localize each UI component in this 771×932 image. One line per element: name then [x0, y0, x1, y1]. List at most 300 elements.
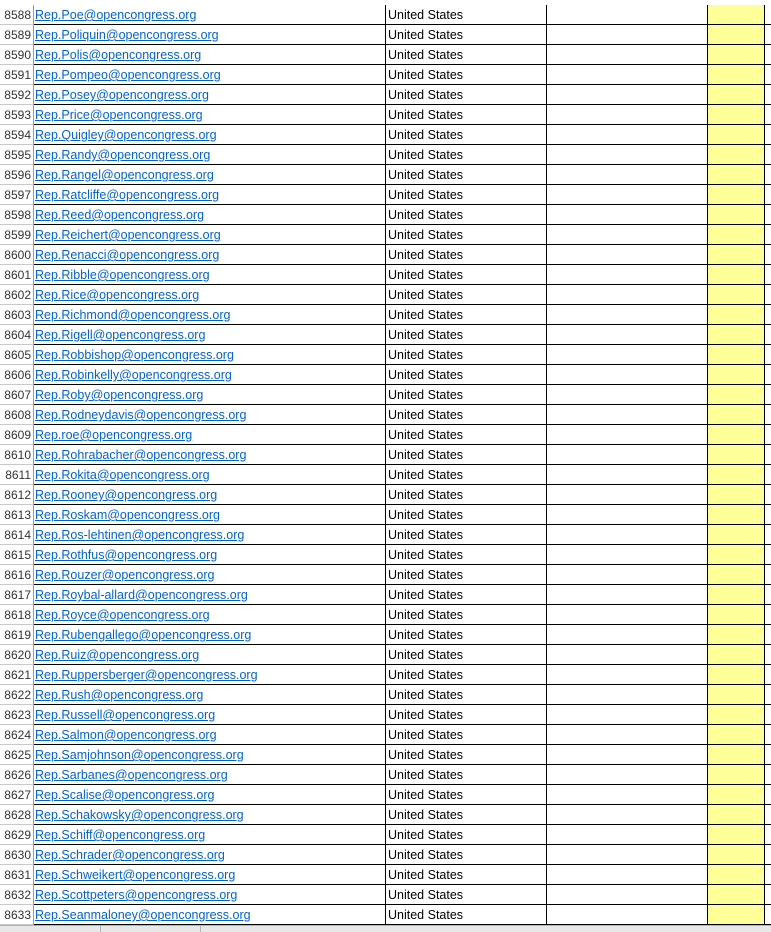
empty-cell[interactable] — [547, 545, 708, 565]
highlighted-cell[interactable] — [708, 425, 765, 445]
empty-cell[interactable] — [765, 545, 771, 565]
highlighted-cell[interactable] — [708, 445, 765, 465]
email-hyperlink[interactable]: Rep.Schweikert@opencongress.org — [35, 868, 236, 882]
highlighted-cell[interactable] — [708, 885, 765, 905]
country-cell[interactable]: United States — [386, 125, 547, 145]
row-header[interactable]: 8603 — [0, 305, 34, 325]
email-cell[interactable] — [34, 25, 386, 45]
email-hyperlink[interactable]: Rep.Rouzer@opencongress.org — [35, 568, 215, 582]
email-cell[interactable] — [34, 445, 386, 465]
row-header[interactable]: 8591 — [0, 65, 34, 85]
row-header[interactable]: 8623 — [0, 705, 34, 725]
country-cell[interactable]: United States — [386, 525, 547, 545]
row-header[interactable]: 8628 — [0, 805, 34, 825]
email-hyperlink[interactable]: Rep.Rooney@opencongress.org — [35, 488, 218, 502]
empty-cell[interactable] — [765, 325, 771, 345]
email-cell[interactable] — [34, 65, 386, 85]
highlighted-cell[interactable] — [708, 765, 765, 785]
empty-cell[interactable] — [765, 785, 771, 805]
country-cell[interactable]: United States — [386, 105, 547, 125]
row-header[interactable]: 8629 — [0, 825, 34, 845]
highlighted-cell[interactable] — [708, 285, 765, 305]
empty-cell[interactable] — [765, 665, 771, 685]
email-cell[interactable] — [34, 485, 386, 505]
email-hyperlink[interactable]: Rep.Roybal-allard@opencongress.org — [35, 588, 248, 602]
email-hyperlink[interactable]: Rep.Poe@opencongress.org — [35, 8, 197, 22]
country-cell[interactable]: United States — [386, 245, 547, 265]
empty-cell[interactable] — [547, 345, 708, 365]
email-cell[interactable] — [34, 365, 386, 385]
highlighted-cell[interactable] — [708, 345, 765, 365]
highlighted-cell[interactable] — [708, 205, 765, 225]
empty-cell[interactable] — [547, 465, 708, 485]
empty-cell[interactable] — [765, 85, 771, 105]
empty-cell[interactable] — [765, 825, 771, 845]
highlighted-cell[interactable] — [708, 405, 765, 425]
country-cell[interactable]: United States — [386, 665, 547, 685]
empty-cell[interactable] — [765, 685, 771, 705]
empty-cell[interactable] — [765, 65, 771, 85]
empty-cell[interactable] — [765, 525, 771, 545]
email-hyperlink[interactable]: Rep.Reichert@opencongress.org — [35, 228, 221, 242]
email-hyperlink[interactable]: Rep.Price@opencongress.org — [35, 108, 203, 122]
highlighted-cell[interactable] — [708, 725, 765, 745]
highlighted-cell[interactable] — [708, 25, 765, 45]
row-header[interactable]: 8619 — [0, 625, 34, 645]
highlighted-cell[interactable] — [708, 505, 765, 525]
row-header[interactable]: 8613 — [0, 505, 34, 525]
empty-cell[interactable] — [547, 765, 708, 785]
empty-cell[interactable] — [765, 905, 771, 925]
empty-cell[interactable] — [765, 45, 771, 65]
email-hyperlink[interactable]: Rep.Posey@opencongress.org — [35, 88, 209, 102]
row-header[interactable]: 8616 — [0, 565, 34, 585]
email-hyperlink[interactable]: Rep.Ros-lehtinen@opencongress.org — [35, 528, 245, 542]
highlighted-cell[interactable] — [708, 225, 765, 245]
row-header[interactable]: 8599 — [0, 225, 34, 245]
highlighted-cell[interactable] — [708, 865, 765, 885]
empty-cell[interactable] — [765, 225, 771, 245]
highlighted-cell[interactable] — [708, 265, 765, 285]
row-header[interactable]: 8605 — [0, 345, 34, 365]
empty-cell[interactable] — [765, 145, 771, 165]
country-cell[interactable]: United States — [386, 825, 547, 845]
empty-cell[interactable] — [547, 285, 708, 305]
empty-cell[interactable] — [547, 605, 708, 625]
row-header[interactable]: 8589 — [0, 25, 34, 45]
country-cell[interactable]: United States — [386, 65, 547, 85]
email-cell[interactable] — [34, 865, 386, 885]
country-cell[interactable]: United States — [386, 25, 547, 45]
empty-cell[interactable] — [765, 345, 771, 365]
country-cell[interactable]: United States — [386, 265, 547, 285]
empty-cell[interactable] — [765, 885, 771, 905]
email-hyperlink[interactable]: Rep.Schakowsky@opencongress.org — [35, 808, 244, 822]
email-hyperlink[interactable]: Rep.Samjohnson@opencongress.org — [35, 748, 244, 762]
highlighted-cell[interactable] — [708, 165, 765, 185]
highlighted-cell[interactable] — [708, 645, 765, 665]
highlighted-cell[interactable] — [708, 845, 765, 865]
country-cell[interactable]: United States — [386, 85, 547, 105]
email-cell[interactable] — [34, 105, 386, 125]
empty-cell[interactable] — [765, 705, 771, 725]
email-hyperlink[interactable]: Rep.Ruppersberger@opencongress.org — [35, 668, 258, 682]
country-cell[interactable]: United States — [386, 5, 547, 25]
email-cell[interactable] — [34, 125, 386, 145]
row-header[interactable]: 8606 — [0, 365, 34, 385]
row-header[interactable]: 8608 — [0, 405, 34, 425]
row-header[interactable]: 8611 — [0, 465, 34, 485]
empty-cell[interactable] — [547, 525, 708, 545]
empty-cell[interactable] — [547, 785, 708, 805]
empty-cell[interactable] — [547, 165, 708, 185]
email-cell[interactable] — [34, 585, 386, 605]
email-cell[interactable] — [34, 845, 386, 865]
email-hyperlink[interactable]: Rep.Richmond@opencongress.org — [35, 308, 231, 322]
empty-cell[interactable] — [547, 645, 708, 665]
email-cell[interactable] — [34, 45, 386, 65]
email-cell[interactable] — [34, 785, 386, 805]
empty-cell[interactable] — [547, 885, 708, 905]
highlighted-cell[interactable] — [708, 705, 765, 725]
empty-cell[interactable] — [765, 745, 771, 765]
empty-cell[interactable] — [547, 825, 708, 845]
highlighted-cell[interactable] — [708, 805, 765, 825]
empty-cell[interactable] — [547, 685, 708, 705]
empty-cell[interactable] — [547, 265, 708, 285]
country-cell[interactable]: United States — [386, 585, 547, 605]
email-cell[interactable] — [34, 505, 386, 525]
country-cell[interactable]: United States — [386, 645, 547, 665]
row-header[interactable]: 8596 — [0, 165, 34, 185]
row-header[interactable]: 8626 — [0, 765, 34, 785]
row-header[interactable]: 8632 — [0, 885, 34, 905]
country-cell[interactable]: United States — [386, 765, 547, 785]
country-cell[interactable]: United States — [386, 685, 547, 705]
highlighted-cell[interactable] — [708, 605, 765, 625]
country-cell[interactable]: United States — [386, 345, 547, 365]
empty-cell[interactable] — [765, 385, 771, 405]
row-header[interactable]: 8597 — [0, 185, 34, 205]
row-header[interactable]: 8618 — [0, 605, 34, 625]
empty-cell[interactable] — [765, 765, 771, 785]
row-header[interactable]: 8612 — [0, 485, 34, 505]
row-header[interactable]: 8601 — [0, 265, 34, 285]
email-cell[interactable] — [34, 745, 386, 765]
empty-cell[interactable] — [765, 245, 771, 265]
empty-cell[interactable] — [547, 745, 708, 765]
country-cell[interactable]: United States — [386, 785, 547, 805]
email-hyperlink[interactable]: Rep.Quigley@opencongress.org — [35, 128, 217, 142]
row-header[interactable]: 8621 — [0, 665, 34, 685]
country-cell[interactable]: United States — [386, 165, 547, 185]
empty-cell[interactable] — [765, 865, 771, 885]
empty-cell[interactable] — [765, 425, 771, 445]
row-header[interactable]: 8615 — [0, 545, 34, 565]
empty-cell[interactable] — [765, 285, 771, 305]
empty-cell[interactable] — [765, 445, 771, 465]
row-header[interactable]: 8620 — [0, 645, 34, 665]
country-cell[interactable]: United States — [386, 465, 547, 485]
empty-cell[interactable] — [547, 445, 708, 465]
empty-cell[interactable] — [547, 565, 708, 585]
highlighted-cell[interactable] — [708, 125, 765, 145]
empty-cell[interactable] — [547, 365, 708, 385]
row-header[interactable]: 8624 — [0, 725, 34, 745]
empty-cell[interactable] — [547, 385, 708, 405]
email-hyperlink[interactable]: Rep.Randy@opencongress.org — [35, 148, 211, 162]
empty-cell[interactable] — [547, 205, 708, 225]
highlighted-cell[interactable] — [708, 105, 765, 125]
email-hyperlink[interactable]: Rep.Roskam@opencongress.org — [35, 508, 221, 522]
row-header[interactable]: 8631 — [0, 865, 34, 885]
highlighted-cell[interactable] — [708, 45, 765, 65]
highlighted-cell[interactable] — [708, 5, 765, 25]
row-header[interactable]: 8622 — [0, 685, 34, 705]
email-cell[interactable] — [34, 885, 386, 905]
row-header[interactable]: 8609 — [0, 425, 34, 445]
email-hyperlink[interactable]: Rep.Rubengallego@opencongress.org — [35, 628, 252, 642]
country-cell[interactable]: United States — [386, 45, 547, 65]
highlighted-cell[interactable] — [708, 665, 765, 685]
empty-cell[interactable] — [765, 305, 771, 325]
email-hyperlink[interactable]: Rep.Ruiz@opencongress.org — [35, 648, 200, 662]
email-cell[interactable] — [34, 285, 386, 305]
empty-cell[interactable] — [765, 565, 771, 585]
email-hyperlink[interactable]: Rep.Schiff@opencongress.org — [35, 828, 206, 842]
row-header[interactable]: 8625 — [0, 745, 34, 765]
empty-cell[interactable] — [765, 125, 771, 145]
email-cell[interactable] — [34, 565, 386, 585]
empty-cell[interactable] — [547, 665, 708, 685]
email-cell[interactable] — [34, 605, 386, 625]
empty-cell[interactable] — [547, 5, 708, 25]
row-header[interactable]: 8630 — [0, 845, 34, 865]
email-hyperlink[interactable]: Rep.Renacci@opencongress.org — [35, 248, 220, 262]
email-hyperlink[interactable]: Rep.Seanmaloney@opencongress.org — [35, 908, 251, 922]
email-cell[interactable] — [34, 5, 386, 25]
empty-cell[interactable] — [765, 165, 771, 185]
email-hyperlink[interactable]: Rep.roe@opencongress.org — [35, 428, 193, 442]
empty-cell[interactable] — [547, 725, 708, 745]
highlighted-cell[interactable] — [708, 745, 765, 765]
highlighted-cell[interactable] — [708, 325, 765, 345]
highlighted-cell[interactable] — [708, 385, 765, 405]
country-cell[interactable]: United States — [386, 745, 547, 765]
email-cell[interactable] — [34, 185, 386, 205]
highlighted-cell[interactable] — [708, 145, 765, 165]
email-cell[interactable] — [34, 145, 386, 165]
empty-cell[interactable] — [547, 585, 708, 605]
email-hyperlink[interactable]: Rep.Scalise@opencongress.org — [35, 788, 215, 802]
email-cell[interactable] — [34, 645, 386, 665]
highlighted-cell[interactable] — [708, 785, 765, 805]
empty-cell[interactable] — [547, 145, 708, 165]
empty-cell[interactable] — [765, 105, 771, 125]
country-cell[interactable]: United States — [386, 725, 547, 745]
row-header[interactable]: 8617 — [0, 585, 34, 605]
row-header[interactable]: 8610 — [0, 445, 34, 465]
country-cell[interactable]: United States — [386, 885, 547, 905]
country-cell[interactable]: United States — [386, 405, 547, 425]
email-cell[interactable] — [34, 165, 386, 185]
empty-cell[interactable] — [547, 25, 708, 45]
empty-cell[interactable] — [547, 865, 708, 885]
row-header[interactable]: 8604 — [0, 325, 34, 345]
country-cell[interactable]: United States — [386, 705, 547, 725]
highlighted-cell[interactable] — [708, 565, 765, 585]
row-header[interactable]: 8633 — [0, 905, 34, 925]
email-hyperlink[interactable]: Rep.Robbishop@opencongress.org — [35, 348, 234, 362]
row-header[interactable]: 8602 — [0, 285, 34, 305]
email-cell[interactable] — [34, 205, 386, 225]
highlighted-cell[interactable] — [708, 365, 765, 385]
empty-cell[interactable] — [547, 325, 708, 345]
email-hyperlink[interactable]: Rep.Rangel@opencongress.org — [35, 168, 214, 182]
empty-cell[interactable] — [765, 645, 771, 665]
email-cell[interactable] — [34, 225, 386, 245]
empty-cell[interactable] — [765, 585, 771, 605]
email-cell[interactable] — [34, 625, 386, 645]
empty-cell[interactable] — [547, 245, 708, 265]
email-cell[interactable] — [34, 265, 386, 285]
highlighted-cell[interactable] — [708, 905, 765, 925]
country-cell[interactable]: United States — [386, 425, 547, 445]
email-hyperlink[interactable]: Rep.Russell@opencongress.org — [35, 708, 216, 722]
country-cell[interactable]: United States — [386, 145, 547, 165]
email-cell[interactable] — [34, 465, 386, 485]
empty-cell[interactable] — [547, 305, 708, 325]
country-cell[interactable]: United States — [386, 845, 547, 865]
email-cell[interactable] — [34, 725, 386, 745]
email-hyperlink[interactable]: Rep.Robinkelly@opencongress.org — [35, 368, 232, 382]
row-header[interactable]: 8627 — [0, 785, 34, 805]
country-cell[interactable]: United States — [386, 805, 547, 825]
row-header[interactable]: 8598 — [0, 205, 34, 225]
email-cell[interactable] — [34, 685, 386, 705]
email-hyperlink[interactable]: Rep.Schrader@opencongress.org — [35, 848, 225, 862]
highlighted-cell[interactable] — [708, 485, 765, 505]
empty-cell[interactable] — [765, 845, 771, 865]
email-hyperlink[interactable]: Rep.Rothfus@opencongress.org — [35, 548, 218, 562]
empty-cell[interactable] — [765, 805, 771, 825]
email-cell[interactable] — [34, 345, 386, 365]
highlighted-cell[interactable] — [708, 245, 765, 265]
empty-cell[interactable] — [547, 805, 708, 825]
row-header[interactable]: 8590 — [0, 45, 34, 65]
country-cell[interactable]: United States — [386, 225, 547, 245]
country-cell[interactable]: United States — [386, 565, 547, 585]
email-hyperlink[interactable]: Rep.Rigell@opencongress.org — [35, 328, 206, 342]
email-hyperlink[interactable]: Rep.Poliquin@opencongress.org — [35, 28, 219, 42]
empty-cell[interactable] — [547, 625, 708, 645]
highlighted-cell[interactable] — [708, 465, 765, 485]
empty-cell[interactable] — [547, 485, 708, 505]
country-cell[interactable]: United States — [386, 505, 547, 525]
row-header[interactable]: 8593 — [0, 105, 34, 125]
email-hyperlink[interactable]: Rep.Ribble@opencongress.org — [35, 268, 210, 282]
empty-cell[interactable] — [765, 25, 771, 45]
empty-cell[interactable] — [765, 605, 771, 625]
empty-cell[interactable] — [765, 465, 771, 485]
empty-cell[interactable] — [765, 365, 771, 385]
email-hyperlink[interactable]: Rep.Ratcliffe@opencongress.org — [35, 188, 220, 202]
row-header[interactable]: 8600 — [0, 245, 34, 265]
email-hyperlink[interactable]: Rep.Roby@opencongress.org — [35, 388, 204, 402]
empty-cell[interactable] — [547, 505, 708, 525]
empty-cell[interactable] — [765, 625, 771, 645]
country-cell[interactable]: United States — [386, 205, 547, 225]
email-cell[interactable] — [34, 805, 386, 825]
empty-cell[interactable] — [547, 845, 708, 865]
email-hyperlink[interactable]: Rep.Royce@opencongress.org — [35, 608, 210, 622]
email-hyperlink[interactable]: Rep.Rohrabacher@opencongress.org — [35, 448, 247, 462]
country-cell[interactable]: United States — [386, 545, 547, 565]
empty-cell[interactable] — [765, 405, 771, 425]
empty-cell[interactable] — [765, 725, 771, 745]
row-header[interactable]: 8588 — [0, 5, 34, 25]
email-cell[interactable] — [34, 85, 386, 105]
highlighted-cell[interactable] — [708, 685, 765, 705]
empty-cell[interactable] — [547, 85, 708, 105]
highlighted-cell[interactable] — [708, 305, 765, 325]
email-hyperlink[interactable]: Rep.Scottpeters@opencongress.org — [35, 888, 238, 902]
empty-cell[interactable] — [765, 205, 771, 225]
email-cell[interactable] — [34, 245, 386, 265]
empty-cell[interactable] — [547, 425, 708, 445]
country-cell[interactable]: United States — [386, 445, 547, 465]
highlighted-cell[interactable] — [708, 65, 765, 85]
email-hyperlink[interactable]: Rep.Pompeo@opencongress.org — [35, 68, 221, 82]
email-cell[interactable] — [34, 385, 386, 405]
row-header[interactable]: 8592 — [0, 85, 34, 105]
email-hyperlink[interactable]: Rep.Sarbanes@opencongress.org — [35, 768, 228, 782]
country-cell[interactable]: United States — [386, 905, 547, 925]
empty-cell[interactable] — [547, 905, 708, 925]
email-cell[interactable] — [34, 405, 386, 425]
email-hyperlink[interactable]: Rep.Rokita@opencongress.org — [35, 468, 210, 482]
email-cell[interactable] — [34, 665, 386, 685]
highlighted-cell[interactable] — [708, 525, 765, 545]
email-hyperlink[interactable]: Rep.Polis@opencongress.org — [35, 48, 202, 62]
highlighted-cell[interactable] — [708, 545, 765, 565]
empty-cell[interactable] — [765, 265, 771, 285]
email-cell[interactable] — [34, 425, 386, 445]
email-hyperlink[interactable]: Rep.Salmon@opencongress.org — [35, 728, 217, 742]
empty-cell[interactable] — [765, 505, 771, 525]
empty-cell[interactable] — [765, 485, 771, 505]
email-cell[interactable] — [34, 705, 386, 725]
country-cell[interactable]: United States — [386, 285, 547, 305]
highlighted-cell[interactable] — [708, 825, 765, 845]
email-hyperlink[interactable]: Rep.Rice@opencongress.org — [35, 288, 200, 302]
email-cell[interactable] — [34, 765, 386, 785]
country-cell[interactable]: United States — [386, 605, 547, 625]
country-cell[interactable]: United States — [386, 485, 547, 505]
empty-cell[interactable] — [547, 705, 708, 725]
empty-cell[interactable] — [765, 185, 771, 205]
empty-cell[interactable] — [547, 105, 708, 125]
email-cell[interactable] — [34, 905, 386, 925]
country-cell[interactable]: United States — [386, 625, 547, 645]
country-cell[interactable]: United States — [386, 325, 547, 345]
row-header[interactable]: 8594 — [0, 125, 34, 145]
empty-cell[interactable] — [547, 65, 708, 85]
highlighted-cell[interactable] — [708, 85, 765, 105]
email-cell[interactable] — [34, 525, 386, 545]
country-cell[interactable]: United States — [386, 305, 547, 325]
email-cell[interactable] — [34, 305, 386, 325]
